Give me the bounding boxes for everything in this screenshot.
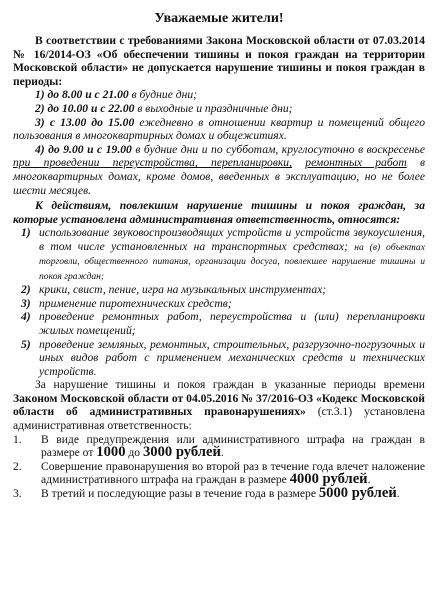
penalty-1-between: до	[125, 446, 143, 460]
intro-paragraph: В соответствии с требованиями Закона Московской области от 07.03.2014 № 16/2014-ОЗ «Об обеспечении тишины и покоя граждан на территории Московской области» не допускается нарушение тишины и покоя граждан в периоды:	[13, 34, 425, 88]
penalty-3-text: В третий и последующие разы в течение года в размере	[41, 487, 319, 501]
penalty-number: 1.	[13, 432, 22, 446]
penalty-text	[41, 433, 425, 460]
action-item-4	[13, 310, 425, 337]
period-3-time: 3) с 13.00 до 15.00	[35, 115, 135, 129]
period-3-text: ежедневно в отношении квартир и помещений общего пользования в многоквартирных домах и общежитиях.	[13, 115, 425, 143]
action-text: применение пиротехнических средств;	[39, 296, 232, 310]
penalty-item-2	[13, 460, 425, 487]
penalty-1-end: .	[220, 446, 224, 460]
period-3	[13, 116, 425, 143]
action-text: проведение ремонтных работ, переустройства и (или) перепланировки жилых помещений;	[39, 310, 425, 337]
penalty-text	[41, 460, 425, 487]
period-4-text-a: в будние дни и по субботам, круглосуточно в воскресенье	[131, 142, 425, 156]
penalty-3-end: .	[396, 487, 400, 501]
penalty-item-1	[13, 433, 425, 460]
action-1-small-note: на (в) объектах торговли, общественного питания, организации досуга, повлекшее нарушение тишины и покоя граждан;	[39, 241, 425, 282]
liability-law: Законом Московской области от 04.05.2016 № 37/2016-ОЗ «Кодекс Московской области об административных правонарушениях»	[13, 391, 425, 419]
action-number: 2)	[21, 283, 31, 297]
action-number: 1)	[21, 226, 31, 240]
penalty-2-amount: 4000 рублей	[289, 471, 368, 488]
notice-title: Уважаемые жители!	[154, 11, 284, 26]
penalty-number: 2.	[13, 459, 22, 473]
penalty-1-max-amount: 3000 рублей	[142, 444, 221, 461]
liability-paragraph	[13, 378, 425, 432]
period-2-text: в выходные и праздничные дни;	[134, 101, 293, 115]
action-number: 5)	[21, 337, 31, 351]
period-4-underlined-2: ремонтных работ	[305, 156, 407, 170]
actions-heading: К действиям, повлекшим нарушение тишины и покоя граждан, за которые установлена административная ответственность, относятся:	[13, 199, 425, 226]
penalty-item-3	[13, 487, 425, 501]
period-4-time: 4) до 9.00 и с 19.00	[35, 142, 132, 156]
penalty-3-amount: 5000 рублей	[318, 485, 397, 502]
period-2-time: 2) до 10.00 и с 22.00	[35, 101, 135, 115]
period-1-time: 1) до 8.00 и с 21.00	[35, 88, 129, 102]
penalty-1-text: В виде предупреждения или административного штрафа на граждан в размере от	[41, 432, 425, 460]
action-number: 3)	[21, 296, 31, 310]
action-item-5	[13, 338, 425, 379]
liability-tail: (ст.3.1) установлена административная ответственность:	[13, 405, 425, 433]
period-1-text: в будние дни;	[128, 88, 198, 102]
penalty-number: 3.	[13, 487, 22, 501]
action-1-main: использование звуковоспроизводящих устройств и устройств звукоусиления, в том числе установленных на транспортных средствах;	[39, 226, 425, 253]
penalty-2-end: .	[367, 473, 371, 487]
action-item-1	[13, 226, 425, 283]
penalty-2-text: Совершение правонарушения во второй раз в течение года влечет наложение административного штрафа на граждан в размере	[41, 459, 425, 487]
penalty-1-min-amount: 1000	[96, 444, 126, 461]
period-4-text-b: в многоквартирных домах, кроме домов, введенных в эксплуатацию, но не более шести месяцев.	[13, 156, 425, 197]
period-4-space	[292, 156, 305, 169]
action-item-2	[13, 283, 425, 297]
penalty-text	[41, 487, 425, 501]
action-text	[39, 226, 425, 283]
period-4	[13, 143, 425, 197]
action-number: 4)	[21, 310, 31, 324]
action-text: крики, свист, пение, игра на музыкальных инструментах;	[39, 283, 327, 297]
period-2	[13, 102, 425, 116]
liability-lead: За нарушение тишины и покоя граждан в указанные периоды времени	[35, 378, 425, 392]
period-4-underlined-1: при проведении переустройства, перепланировки,	[13, 156, 293, 170]
action-text: проведение земляных, ремонтных, строительных, разгрузочно-погрузочных и иных видов работ с применением механических средств и технических устройств.	[39, 337, 425, 378]
action-item-3	[13, 297, 425, 311]
period-1	[13, 88, 425, 102]
